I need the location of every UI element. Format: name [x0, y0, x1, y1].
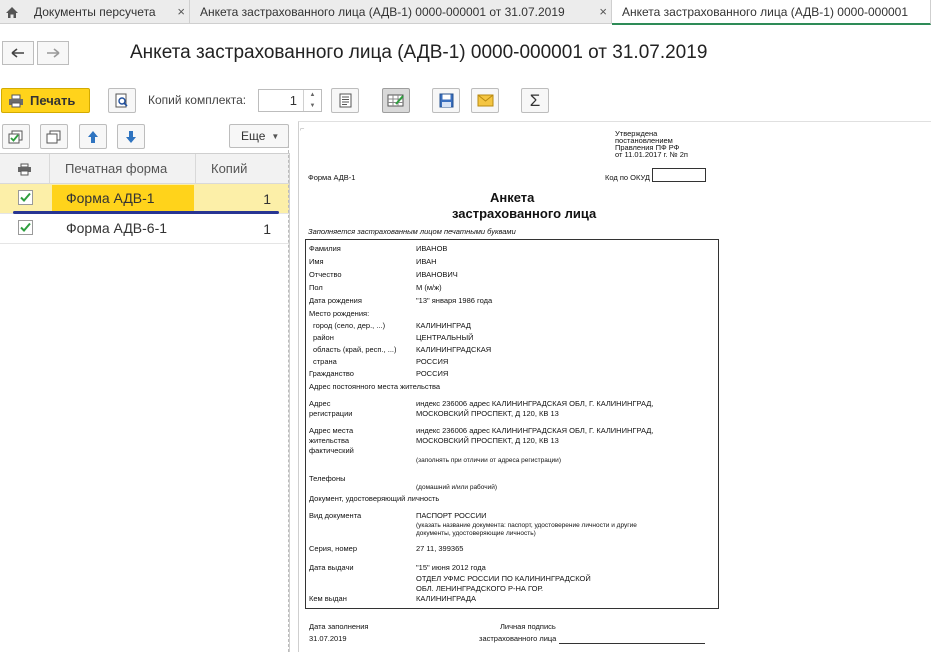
field-label: застрахованного лица [479, 634, 557, 643]
row-checkbox[interactable] [18, 220, 33, 235]
field-value: РОССИЯ [416, 369, 449, 378]
doc-frame [305, 239, 719, 609]
tab-print-preview[interactable] [612, 0, 931, 25]
printer-icon [8, 94, 24, 108]
signature-line [559, 643, 705, 644]
field-label: Телефоны [309, 474, 346, 483]
field-label: Адрес постоянного места жительства [309, 382, 441, 391]
field-label: Дата выдачи [309, 563, 354, 572]
more-label: Еще [241, 129, 266, 143]
field-value: индекс 236006 адрес КАЛИНИНГРАДСКАЯ ОБЛ, Г. КАЛИНИНГРАД, [416, 426, 654, 435]
field-label: Адрес места [309, 426, 354, 435]
forward-button[interactable] [37, 41, 69, 65]
okud-box [652, 168, 706, 182]
row-copies[interactable]: 1 [263, 191, 271, 207]
doc-note: Заполняется застрахованным лицом печатными буквами [308, 227, 516, 236]
field-value: КАЛИНИНГРАД [416, 321, 471, 330]
uncheck-all-button[interactable] [40, 124, 68, 149]
field-hint: (указать название документа: паспорт, удостоверение личности и другие [416, 522, 637, 529]
row-copies[interactable]: 1 [263, 221, 271, 237]
field-value: 27 11, 399365 [416, 544, 464, 553]
table-row[interactable] [0, 214, 289, 244]
edit-mode-button[interactable] [382, 88, 410, 113]
selection-underline [13, 211, 279, 214]
close-icon[interactable]: × [599, 4, 607, 19]
field-value: МОСКОВСКИЙ ПРОСПЕКТ, Д 120, КВ 13 [416, 436, 559, 445]
field-value: "13" января 1986 года [416, 296, 493, 305]
page-corner-mark: ⌐ [300, 124, 305, 133]
move-up-button[interactable] [79, 124, 107, 149]
row-checkbox[interactable] [18, 190, 33, 205]
back-button[interactable] [2, 41, 34, 65]
field-label: Дата рождения [309, 296, 362, 305]
field-label: регистрации [309, 409, 353, 418]
form-code: Форма АДВ-1 [308, 173, 356, 182]
field-label: Имя [309, 257, 324, 266]
uncheck-all-icon [46, 130, 62, 144]
tab-label: Документы персучета [34, 5, 156, 19]
print-label: Печать [30, 93, 76, 108]
field-value: ОТДЕЛ УФМС РОССИИ ПО КАЛИНИНГРАДСКОЙ [416, 574, 591, 583]
tab-documents[interactable] [24, 0, 190, 24]
field-label: Адрес [309, 399, 331, 408]
field-label: Кем выдан [309, 594, 347, 603]
field-value: РОССИЯ [416, 357, 449, 366]
move-down-button[interactable] [117, 124, 145, 149]
field-value: 31.07.2019 [309, 634, 347, 643]
field-label: Фамилия [309, 244, 341, 253]
okud-label: Код по ОКУД [605, 173, 650, 182]
doc-title-1: Анкета [490, 190, 535, 205]
doc-title-2: застрахованного лица [452, 206, 597, 221]
field-label: Вид документа [309, 511, 362, 520]
check-all-icon [8, 130, 24, 144]
field-hint: документы, удостоверяющие личность) [416, 530, 536, 537]
checkmark-icon [19, 221, 32, 234]
floppy-icon [439, 93, 454, 108]
check-all-button[interactable] [2, 124, 30, 149]
copies-spinner[interactable] [303, 90, 321, 111]
arrow-left-icon [11, 48, 25, 58]
field-value: КАЛИНИНГРАДА [416, 594, 476, 603]
row-form-name: Форма АДВ-6-1 [66, 220, 168, 236]
field-label: область (край, респ., ...) [313, 345, 397, 354]
field-label: город (село, дер., ...) [313, 321, 386, 330]
field-value: М (м/ж) [416, 283, 442, 292]
column-header-copies[interactable]: Копий [211, 161, 248, 176]
more-button[interactable] [229, 124, 289, 148]
magnifier-page-icon [115, 93, 129, 108]
field-value: ИВАН [416, 257, 437, 266]
field-label: жительства [309, 436, 350, 445]
chevron-down-icon: ▼ [271, 131, 280, 141]
field-value: ПАСПОРТ РОССИИ [416, 511, 487, 520]
field-value: ОБЛ. ЛЕНИНГРАДСКОГО Р-НА ГОР. [416, 584, 544, 593]
field-value: индекс 236006 адрес КАЛИНИНГРАДСКАЯ ОБЛ, Г. КАЛИНИНГРАД, [416, 399, 654, 408]
envelope-icon [477, 94, 494, 107]
copies-input[interactable] [258, 89, 322, 112]
field-label: Место рождения: [309, 309, 370, 318]
field-value: ИВАНОВИЧ [416, 270, 458, 279]
field-hint: (домашний и/или рабочий) [416, 484, 498, 491]
checkmark-icon [19, 191, 32, 204]
field-label: страна [313, 357, 337, 366]
spin-up-icon[interactable]: ▲ [309, 92, 316, 99]
field-label: Пол [309, 283, 323, 292]
field-value: МОСКОВСКИЙ ПРОСПЕКТ, Д 120, КВ 13 [416, 409, 559, 418]
approved-line-3: Правления ПФ РФ [615, 143, 680, 152]
preview-button[interactable] [108, 88, 136, 113]
field-label: Документ, удостоверяющий личность [309, 494, 440, 503]
tab-label: Анкета застрахованного лица (АДВ-1) 0000-000001 от 31.07.2019 [200, 5, 565, 19]
arrow-up-icon [87, 130, 99, 144]
print-forms-table [0, 153, 290, 652]
field-label: фактический [309, 446, 354, 455]
tab-bar [0, 0, 931, 24]
field-label: Гражданство [309, 369, 354, 378]
table-header [0, 154, 289, 184]
home-icon[interactable] [0, 0, 24, 24]
table-row[interactable] [0, 184, 289, 214]
arrow-down-icon [125, 130, 137, 144]
approved-line-2: постановлением [615, 136, 673, 145]
field-value: ИВАНОВ [416, 244, 448, 253]
sum-button[interactable]: Σ [521, 88, 549, 113]
tab-label: Анкета застрахованного лица (АДВ-1) 0000-000001 [622, 5, 909, 19]
page-title: Анкета застрахованного лица (АДВ-1) 0000-000001 от 31.07.2019 [130, 42, 708, 63]
copies-label: Копий комплекта: [148, 93, 247, 107]
field-value: ЦЕНТРАЛЬНЫЙ [416, 333, 474, 342]
copies-value: 1 [289, 93, 297, 108]
approved-line-4: от 11.01.2017 г. № 2п [615, 150, 688, 159]
field-label: Серия, номер [309, 544, 357, 553]
tab-questionnaire[interactable] [190, 0, 612, 24]
row-form-name: Форма АДВ-1 [52, 185, 194, 212]
spin-down-icon[interactable]: ▼ [309, 102, 316, 109]
printer-icon [17, 163, 32, 176]
field-value: "15" июня 2012 года [416, 563, 486, 572]
edit-table-icon [387, 93, 405, 108]
page-settings-button[interactable] [331, 88, 359, 113]
page-settings-icon [339, 93, 352, 108]
save-button[interactable] [432, 88, 460, 113]
field-hint: (заполнять при отличии от адреса регистрации) [416, 457, 561, 464]
printer-column-header[interactable] [0, 154, 50, 184]
print-button[interactable] [1, 88, 90, 113]
arrow-right-icon [46, 48, 60, 58]
splitter[interactable] [288, 125, 289, 652]
column-header-name[interactable]: Печатная форма [50, 154, 196, 184]
send-email-button[interactable] [471, 88, 499, 113]
field-label: район [313, 333, 334, 342]
approved-line-1: Утверждена [615, 129, 658, 138]
field-value: КАЛИНИНГРАДСКАЯ [416, 345, 492, 354]
close-icon[interactable]: × [177, 4, 185, 19]
field-label: Дата заполнения [309, 622, 369, 631]
field-label: Отчество [309, 270, 342, 279]
field-label: Личная подпись [500, 622, 556, 631]
